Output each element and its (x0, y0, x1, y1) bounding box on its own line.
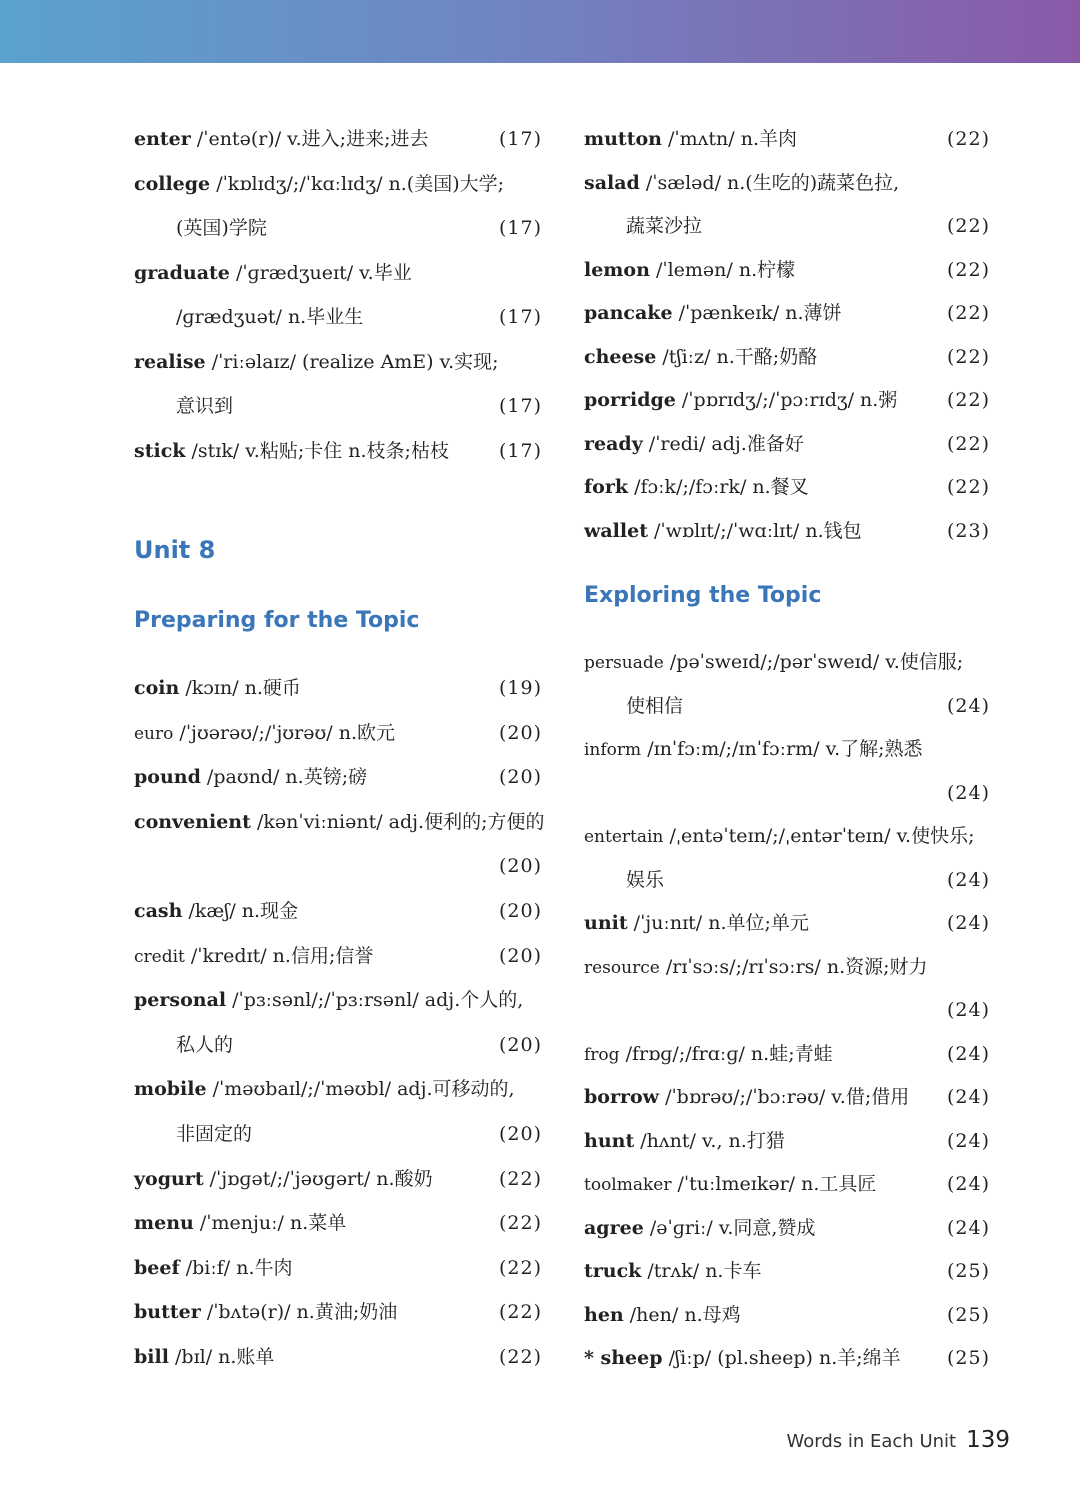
vocab-word: toolmaker (584, 1175, 672, 1195)
vocab-page-ref: (24) (946, 694, 990, 717)
top-decorative-band (0, 0, 1080, 63)
unit-title: Unit 8 (134, 536, 216, 564)
vocab-definition: /ˈlemən/ n.柠檬 (655, 258, 796, 281)
vocab-word: stick (134, 439, 186, 462)
vocab-word: inform (584, 740, 642, 760)
vocab-word: yogurt (134, 1167, 204, 1190)
vocab-page-ref: (24) (946, 999, 990, 1021)
vocab-page-ref: (24) (946, 1042, 990, 1065)
vocab-row (584, 298, 990, 328)
vocab-row (134, 436, 542, 466)
vocab-word: * sheep (584, 1347, 663, 1369)
vocab-page-ref: (24) (946, 868, 990, 891)
vocab-word: butter (134, 1301, 201, 1324)
vocab-word: persuade (584, 653, 664, 673)
vocab-page-ref: (24) (946, 1129, 990, 1152)
vocab-word: convenient (134, 810, 251, 833)
vocab-definition: /ˈkɒlɪdʒ/;/ˈkɑːlɪdʒ/ n.(美国)大学; (216, 172, 505, 195)
vocab-row (584, 211, 990, 241)
vocab-definition: 使相信 (626, 694, 684, 717)
vocab-row (134, 302, 542, 332)
vocab-page-ref: (17) (498, 306, 542, 328)
vocab-word: wallet (584, 519, 648, 542)
vocab-definition: /bɪl/ n.账单 (175, 1346, 275, 1368)
vocab-definition: /ˈmʌtn/ n.羊肉 (668, 128, 797, 150)
vocab-page-ref: (20) (498, 766, 542, 789)
vocab-definition: /kɔɪn/ n.硬币 (185, 677, 301, 699)
vocab-row (134, 391, 542, 421)
vocab-definition: 意识到 (176, 395, 234, 417)
vocab-definition: /ˈjuːnɪt/ n.单位;单元 (633, 912, 809, 934)
vocab-page-ref: (20) (498, 944, 542, 967)
vocab-definition: /ɪnˈfɔːm/;/ɪnˈfɔːrm/ v.了解;熟悉 (647, 738, 923, 760)
vocab-page-ref: (20) (498, 900, 542, 922)
vocab-word: pound (134, 766, 201, 789)
vocab-page-ref: (17) (498, 395, 542, 417)
vocab-row (134, 985, 542, 1015)
vocab-word: realise (134, 350, 206, 373)
vocab-definition: /ˈjɒɡət/;/ˈjəʊɡərt/ n.酸奶 (209, 1167, 433, 1190)
vocab-page-ref: (17) (498, 217, 542, 239)
vocab-row (584, 1082, 990, 1112)
vocab-word: hen (584, 1303, 624, 1326)
vocab-page-ref: (17) (498, 128, 542, 150)
vocab-definition: /ˈbɒrəʊ/;/ˈbɔːrəʊ/ v.借;借用 (665, 1086, 910, 1108)
vocab-definition: /fɔːk/;/fɔːrk/ n.餐叉 (634, 476, 809, 498)
vocab-row (584, 429, 990, 459)
vocab-word: entertain (584, 827, 664, 847)
vocab-row (134, 718, 542, 748)
vocab-row (584, 1169, 990, 1199)
vocab-row (584, 1300, 990, 1330)
vocab-definition: /frɒɡ/;/frɑːɡ/ n.蛙;青蛙 (625, 1042, 833, 1065)
vocab-row (134, 762, 542, 792)
vocab-word: borrow (584, 1086, 660, 1108)
vocab-definition: /ˈbʌtə(r)/ n.黄油;奶油 (206, 1301, 398, 1324)
vocab-definition: 蔬菜沙拉 (626, 215, 703, 237)
vocab-definition: /əˈɡriː/ v.同意,赞成 (649, 1216, 816, 1239)
vocab-definition: /ˌentəˈteɪn/;/ˌentərˈteɪn/ v.使快乐; (669, 825, 975, 847)
vocab-word: truck (584, 1260, 642, 1282)
vocab-word: beef (134, 1256, 180, 1279)
page-footer (760, 1425, 1010, 1455)
vocab-page-ref: (25) (946, 1303, 990, 1326)
vocab-row (584, 168, 990, 198)
vocab-row (584, 647, 990, 677)
vocab-row (134, 169, 542, 199)
vocab-row (584, 472, 990, 502)
vocab-page-ref: (20) (498, 1123, 542, 1145)
vocab-word: frog (584, 1044, 620, 1065)
vocab-word: college (134, 172, 211, 195)
vocab-row (134, 1119, 542, 1149)
vocab-page-ref: (22) (946, 389, 990, 411)
vocab-page-ref: (22) (946, 345, 990, 368)
vocab-definition: /kənˈviːniənt/ adj.便利的;方便的 (256, 810, 545, 833)
vocab-word: resource (584, 957, 660, 978)
vocab-row (134, 807, 545, 837)
vocab-word: porridge (584, 389, 676, 411)
vocab-definition: /hen/ n.母鸡 (629, 1303, 741, 1326)
vocab-page-ref: (24) (946, 1173, 990, 1195)
vocab-row (134, 1297, 542, 1327)
vocab-definition: /kæʃ/ n.现金 (188, 900, 299, 922)
vocab-row (134, 896, 542, 926)
vocab-page-ref: (22) (498, 1167, 542, 1190)
vocab-definition: /ʃiːp/ (pl.sheep) n.羊;绵羊 (668, 1347, 901, 1369)
vocab-word: credit (134, 946, 185, 967)
vocab-row (584, 1256, 990, 1286)
vocab-definition: /rɪˈsɔːs/;/rɪˈsɔːrs/ n.资源;财力 (665, 955, 928, 978)
vocab-definition: /ˈkredɪt/ n.信用;信誉 (190, 944, 374, 967)
vocab-row (584, 385, 990, 415)
vocab-page-ref: (22) (946, 128, 990, 150)
vocab-page-ref: (22) (498, 1301, 542, 1324)
vocab-row (134, 258, 542, 288)
section-title-exploring: Exploring the Topic (584, 583, 822, 608)
vocab-definition: 私人的 (176, 1033, 234, 1056)
vocab-definition: 娱乐 (626, 868, 665, 891)
vocab-definition: 非固定的 (176, 1123, 253, 1145)
vocab-page-ref: (22) (946, 432, 990, 455)
vocab-word: lemon (584, 258, 650, 281)
vocab-definition: /ˈwɒlɪt/;/ˈwɑːlɪt/ n.钱包 (654, 519, 862, 542)
vocab-word: unit (584, 912, 628, 934)
vocab-word: hunt (584, 1129, 635, 1152)
vocab-row (584, 1039, 990, 1069)
vocab-page-ref: (22) (946, 302, 990, 324)
vocab-definition: (英国)学院 (176, 217, 267, 239)
vocab-row (134, 1030, 542, 1060)
vocab-word: bill (134, 1346, 169, 1368)
vocab-page-ref: (24) (946, 781, 990, 804)
vocab-page-ref: (22) (946, 215, 990, 237)
vocab-definition: /ˈsæləd/ n.(生吃的)蔬菜色拉, (645, 171, 900, 194)
vocab-definition: /ˈmenjuː/ n.菜单 (199, 1212, 347, 1235)
vocab-row (584, 908, 990, 938)
vocab-word: menu (134, 1212, 194, 1235)
vocab-row (584, 691, 990, 721)
vocab-row (584, 1213, 990, 1243)
vocab-word: salad (584, 171, 640, 194)
vocab-page-ref: (24) (946, 1216, 990, 1239)
vocab-row (134, 1164, 542, 1194)
vocab-row (134, 347, 542, 377)
vocab-word: euro (134, 723, 174, 744)
vocab-page-ref: (22) (946, 476, 990, 498)
vocab-row (584, 255, 990, 285)
vocab-page-ref: (25) (946, 1260, 990, 1282)
vocab-definition: /stɪk/ v.粘贴;卡住 n.枝条;枯枝 (191, 439, 449, 462)
vocab-definition: /ˈməʊbaɪl/;/ˈməʊbl/ adj.可移动的, (212, 1078, 515, 1101)
vocab-definition: /paʊnd/ n.英镑;磅 (206, 766, 368, 789)
vocab-row (134, 1074, 542, 1104)
vocab-word: personal (134, 989, 227, 1012)
page-number: 139 (966, 1427, 1010, 1453)
vocab-row (134, 124, 542, 154)
vocab-row (584, 342, 990, 372)
vocab-definition: /ˈpɜːsənl/;/ˈpɜːrsənl/ adj.个人的, (232, 989, 524, 1012)
vocab-page-ref: (20) (498, 855, 542, 878)
vocab-row (134, 673, 542, 703)
vocab-definition: /ˈpænkeɪk/ n.薄饼 (678, 302, 842, 324)
vocab-row (134, 941, 542, 971)
vocab-definition: /ˈpɒrɪdʒ/;/ˈpɔːrɪdʒ/ n.粥 (681, 389, 898, 411)
vocab-word: cheese (584, 345, 657, 368)
vocab-row (584, 778, 990, 808)
vocab-page-ref: (25) (946, 1347, 990, 1369)
vocab-word: coin (134, 677, 180, 699)
vocab-word: cash (134, 900, 183, 922)
vocab-row (584, 516, 990, 546)
vocab-definition: /biːf/ n.牛肉 (185, 1256, 293, 1279)
vocab-definition: /hʌnt/ v., n.打猎 (640, 1129, 785, 1152)
vocab-word: agree (584, 1216, 644, 1239)
vocab-row (584, 865, 990, 895)
vocab-page-ref: (22) (946, 258, 990, 281)
vocab-page-ref: (20) (498, 1033, 542, 1056)
vocab-page-ref: (23) (946, 519, 990, 542)
vocab-row (584, 124, 990, 154)
vocab-page-ref: (17) (498, 439, 542, 462)
vocab-word: mobile (134, 1078, 207, 1101)
vocab-definition: /ˈentə(r)/ v.进入;进来;进去 (196, 128, 429, 150)
vocab-row (134, 1342, 542, 1372)
vocab-definition: /pəˈsweɪd/;/pərˈsweɪd/ v.使信服; (669, 651, 964, 673)
vocab-word: graduate (134, 261, 230, 284)
vocab-word: enter (134, 128, 191, 150)
vocab-word: ready (584, 432, 643, 455)
vocab-word: pancake (584, 302, 673, 324)
section-title-preparing: Preparing for the Topic (134, 608, 420, 633)
vocab-row (134, 851, 542, 881)
vocab-page-ref: (19) (498, 677, 542, 699)
vocab-page-ref: (24) (946, 1086, 990, 1108)
vocab-row (134, 213, 542, 243)
vocab-row (584, 1343, 990, 1373)
vocab-row (584, 995, 990, 1025)
vocab-page-ref: (20) (498, 721, 542, 744)
vocab-definition: /ˈredi/ adj.准备好 (648, 432, 804, 455)
vocab-row (584, 1126, 990, 1156)
vocab-page-ref: (22) (498, 1212, 542, 1235)
vocab-row (584, 734, 990, 764)
vocab-definition: /trʌk/ n.卡车 (647, 1260, 762, 1282)
vocab-word: fork (584, 476, 629, 498)
vocab-page-ref: (24) (946, 912, 990, 934)
vocab-page-ref: (22) (498, 1346, 542, 1368)
vocab-row (134, 1253, 542, 1283)
vocab-page-ref: (22) (498, 1256, 542, 1279)
vocab-definition: /ˈriːəlaɪz/ (realize AmE) v.实现; (211, 350, 499, 373)
vocab-row (584, 952, 990, 982)
vocab-definition: /tʃiːz/ n.干酪;奶酪 (662, 345, 818, 368)
vocab-definition: /ɡrædʒuət/ n.毕业生 (176, 306, 364, 328)
vocab-definition: /ˈtuːlmeɪkər/ n.工具匠 (677, 1173, 877, 1195)
vocab-word: mutton (584, 128, 662, 150)
vocab-row (134, 1208, 542, 1238)
vocab-definition: /ˈɡrædʒueɪt/ v.毕业 (235, 261, 412, 284)
vocab-row (584, 821, 990, 851)
vocab-definition: /ˈjʊərəʊ/;/ˈjʊrəʊ/ n.欧元 (179, 721, 395, 744)
footer-text: Words in Each Unit (786, 1431, 957, 1452)
